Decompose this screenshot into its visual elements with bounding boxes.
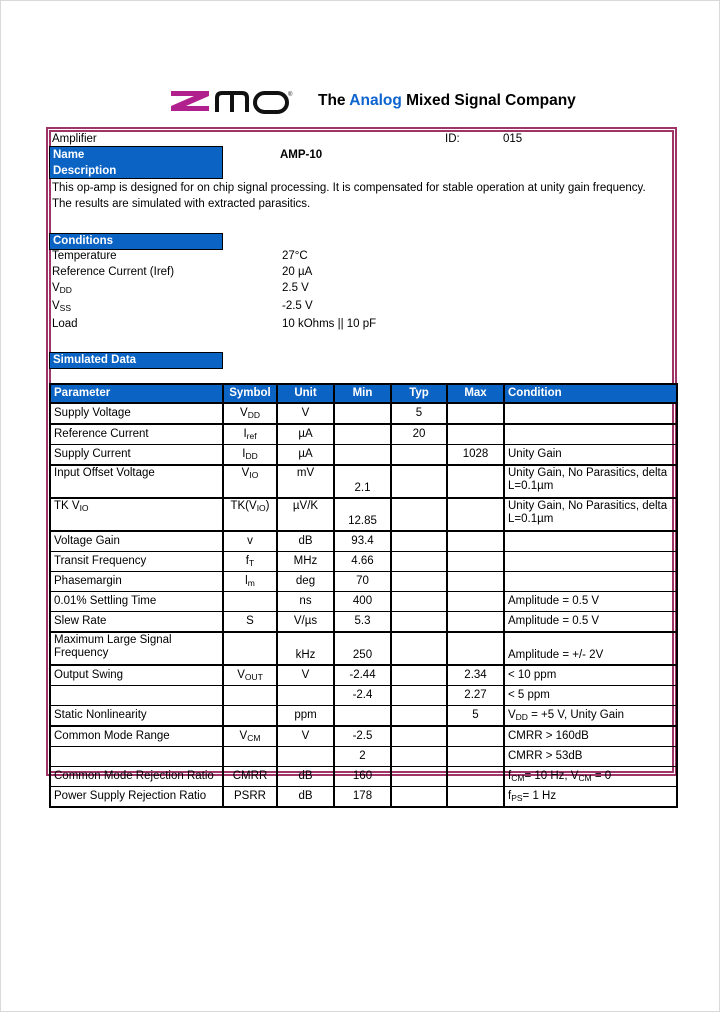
cell-parameter: Reference Current — [50, 424, 223, 445]
cell-min: 70 — [334, 572, 391, 592]
cell-min: -2.5 — [334, 726, 391, 747]
simulated-data-header: Simulated Data — [49, 352, 223, 369]
cell-parameter: Voltage Gain — [50, 531, 223, 552]
cell-unit: V — [277, 403, 334, 424]
cell-max — [447, 552, 504, 572]
cell-min: 2.1 — [334, 465, 391, 498]
condition-row — [51, 282, 491, 298]
cell-unit: V — [277, 665, 334, 686]
table-row — [50, 403, 677, 424]
cell-condition: Unity Gain, No Parasitics, delta L=0.1µm — [504, 465, 677, 498]
zmd-logo — [167, 85, 295, 115]
table-row — [50, 424, 677, 445]
cell-typ — [391, 632, 447, 665]
cell-symbol: $V_{DD}$ — [223, 403, 277, 424]
cell-symbol: $I_{DD}$ — [223, 445, 277, 466]
condition-row — [51, 266, 491, 282]
cell-unit: ppm — [277, 706, 334, 727]
column-header-min: Min — [334, 384, 391, 403]
cell-condition: Unity Gain, No Parasitics, delta L=0.1µm — [504, 498, 677, 531]
table-row — [50, 552, 677, 572]
amplifier-name: AMP-10 — [280, 149, 323, 161]
cell-unit — [277, 686, 334, 706]
cell-typ — [391, 465, 447, 498]
condition-value: 10 kOhms || 10 pF — [282, 318, 377, 330]
cell-min: 2 — [334, 747, 391, 767]
cell-max: 5 — [447, 706, 504, 727]
cell-parameter: Transit Frequency — [50, 552, 223, 572]
id-label: ID: — [445, 133, 460, 145]
cell-condition: < 10 ppm — [504, 665, 677, 686]
logo-z-glyph — [171, 91, 209, 111]
cell-parameter: Output Swing — [50, 665, 223, 686]
registered-mark: ® — [288, 92, 293, 98]
cell-typ — [391, 592, 447, 612]
cell-unit: V/µs — [277, 612, 334, 633]
cell-condition: < 5 ppm — [504, 686, 677, 706]
cell-unit: V — [277, 726, 334, 747]
name-label: Name — [53, 149, 85, 161]
condition-label: Load — [52, 318, 78, 330]
condition-label: $V_{SS}$ — [52, 300, 72, 313]
cell-min — [334, 424, 391, 445]
table-row — [50, 767, 677, 787]
cell-symbol: v — [223, 531, 277, 552]
cell-typ — [391, 498, 447, 531]
column-header-max: Max — [447, 384, 504, 403]
cell-max — [447, 747, 504, 767]
cell-unit: dB — [277, 531, 334, 552]
table-row — [50, 612, 677, 633]
cell-condition — [504, 572, 677, 592]
cell-condition — [504, 424, 677, 445]
table-row — [50, 531, 677, 552]
cell-typ — [391, 787, 447, 808]
cell-typ — [391, 665, 447, 686]
cell-unit: ns — [277, 592, 334, 612]
cell-typ — [391, 531, 447, 552]
cell-unit: mV — [277, 465, 334, 498]
cell-min: 160 — [334, 767, 391, 787]
cell-symbol: PSRR — [223, 787, 277, 808]
cell-min — [334, 445, 391, 466]
cell-symbol — [223, 686, 277, 706]
cell-symbol — [223, 592, 277, 612]
cell-min: 12.85 — [334, 498, 391, 531]
cell-min: 250 — [334, 632, 391, 665]
cell-condition: Amplitude = +/- 2V — [504, 632, 677, 665]
cell-min: 93.4 — [334, 531, 391, 552]
cell-max — [447, 531, 504, 552]
condition-value: 20 µA — [282, 266, 313, 278]
cell-parameter: Supply Current — [50, 445, 223, 466]
cell-parameter: Slew Rate — [50, 612, 223, 633]
cell-unit: deg — [277, 572, 334, 592]
cell-parameter: Maximum Large Signal Frequency — [50, 632, 223, 665]
tagline-post: Mixed Signal Company — [401, 92, 576, 109]
cell-max — [447, 592, 504, 612]
cell-unit: µA — [277, 424, 334, 445]
cell-max — [447, 424, 504, 445]
cell-symbol: $V_{IO}$ — [223, 465, 277, 498]
cell-min: 5.3 — [334, 612, 391, 633]
cell-typ — [391, 706, 447, 727]
description-text: This op-amp is designed for on chip signal processing. It is compensated for stable operation at unity gain frequency. The results are simulated with extracted parasitics. — [52, 182, 646, 210]
cell-typ — [391, 552, 447, 572]
table-header-row — [50, 384, 677, 403]
cell-unit: dB — [277, 767, 334, 787]
column-header-parameter: Parameter — [50, 384, 223, 403]
table-row — [50, 445, 677, 466]
cell-max — [447, 612, 504, 633]
cell-symbol — [223, 747, 277, 767]
condition-value: -2.5 V — [282, 300, 313, 312]
cell-symbol: $V_{CM}$ — [223, 726, 277, 747]
conditions-header: Conditions — [49, 233, 223, 250]
table-row — [50, 726, 677, 747]
cell-max — [447, 726, 504, 747]
cell-max — [447, 572, 504, 592]
description-label: Description — [53, 165, 117, 177]
cell-min — [334, 706, 391, 727]
cell-condition: CMRR > 53dB — [504, 747, 677, 767]
cell-unit — [277, 747, 334, 767]
cell-max — [447, 498, 504, 531]
condition-label: Reference Current (Iref) — [52, 266, 175, 278]
cell-typ — [391, 612, 447, 633]
table-row — [50, 665, 677, 686]
cell-typ: 20 — [391, 424, 447, 445]
cell-condition: Amplitude = 0.5 V — [504, 592, 677, 612]
condition-row — [51, 318, 491, 334]
cell-parameter: Power Supply Rejection Ratio — [50, 787, 223, 808]
cell-symbol: S — [223, 612, 277, 633]
cell-parameter: Supply Voltage — [50, 403, 223, 424]
cell-unit: MHz — [277, 552, 334, 572]
cell-symbol: $I_{ref}$ — [223, 424, 277, 445]
cell-parameter: Common Mode Rejection Ratio — [50, 767, 223, 787]
logo-d-glyph — [255, 93, 287, 112]
column-header-condition: Condition — [504, 384, 677, 403]
cell-parameter: 0.01% Settling Time — [50, 592, 223, 612]
cell-typ — [391, 767, 447, 787]
cell-parameter: TK $V_{IO}$ — [50, 498, 223, 531]
cell-min: 178 — [334, 787, 391, 808]
condition-value: 2.5 V — [282, 282, 309, 294]
cell-unit: kHz — [277, 632, 334, 665]
logo-m-glyph — [217, 93, 247, 112]
name-description-header — [49, 146, 223, 179]
cell-unit: µA — [277, 445, 334, 466]
cell-condition — [504, 531, 677, 552]
simulated-data-table — [49, 383, 678, 808]
table-row — [50, 572, 677, 592]
condition-row — [51, 300, 491, 316]
cell-unit: µV/K — [277, 498, 334, 531]
company-tagline — [318, 92, 576, 110]
cell-symbol: $V_{OUT}$ — [223, 665, 277, 686]
tagline-pre: The — [318, 92, 350, 109]
cell-condition: Unity Gain — [504, 445, 677, 466]
cell-symbol: $l_m$ — [223, 572, 277, 592]
cell-symbol — [223, 632, 277, 665]
cell-typ — [391, 726, 447, 747]
cell-condition: Amplitude = 0.5 V — [504, 612, 677, 633]
cell-symbol: $f_T$ — [223, 552, 277, 572]
cell-condition: $f_{PS}= 1$ Hz — [504, 787, 677, 808]
simulated-table-body — [50, 403, 677, 807]
cell-condition: $V_{DD} = +5$ V, Unity Gain — [504, 706, 677, 727]
cell-condition: $f_{CM}= 10$ Hz, $V_{CM} = 0$ — [504, 767, 677, 787]
cell-max — [447, 787, 504, 808]
device-type-label: Amplifier — [52, 133, 97, 145]
condition-label: $V_{DD}$ — [52, 282, 72, 295]
cell-unit: dB — [277, 787, 334, 808]
table-row — [50, 592, 677, 612]
cell-parameter — [50, 686, 223, 706]
condition-value: 27°C — [282, 250, 308, 262]
cell-typ — [391, 686, 447, 706]
cell-typ — [391, 445, 447, 466]
cell-max — [447, 403, 504, 424]
cell-max: 2.34 — [447, 665, 504, 686]
datasheet-box — [46, 127, 677, 803]
table-row — [50, 465, 677, 498]
cell-max: 1028 — [447, 445, 504, 466]
cell-typ — [391, 747, 447, 767]
table-row — [50, 632, 677, 665]
column-header-typ: Typ — [391, 384, 447, 403]
cell-parameter: Common Mode Range — [50, 726, 223, 747]
tagline-analog: Analog — [349, 92, 402, 109]
cell-condition: CMRR > 160dB — [504, 726, 677, 747]
cell-min — [334, 403, 391, 424]
cell-typ: 5 — [391, 403, 447, 424]
column-header-symbol: Symbol — [223, 384, 277, 403]
condition-label: Temperature — [52, 250, 117, 262]
cell-max — [447, 632, 504, 665]
cell-max — [447, 465, 504, 498]
cell-symbol — [223, 706, 277, 727]
cell-symbol: $TK(V_{IO})$ — [223, 498, 277, 531]
cell-condition — [504, 552, 677, 572]
id-value: 015 — [503, 133, 523, 145]
cell-parameter: Static Nonlinearity — [50, 706, 223, 727]
cell-parameter: Phasemargin — [50, 572, 223, 592]
table-row — [50, 747, 677, 767]
cell-parameter — [50, 747, 223, 767]
cell-parameter: Input Offset Voltage — [50, 465, 223, 498]
cell-symbol: CMRR — [223, 767, 277, 787]
cell-max — [447, 767, 504, 787]
cell-min: -2.44 — [334, 665, 391, 686]
cell-condition — [504, 403, 677, 424]
cell-typ — [391, 572, 447, 592]
cell-min: -2.4 — [334, 686, 391, 706]
table-row — [50, 686, 677, 706]
condition-row — [51, 250, 491, 266]
zmd-logo-graphic — [167, 85, 295, 115]
cell-min: 400 — [334, 592, 391, 612]
cell-min: 4.66 — [334, 552, 391, 572]
column-header-unit: Unit — [277, 384, 334, 403]
table-row — [50, 787, 677, 808]
table-row — [50, 706, 677, 727]
cell-max: 2.27 — [447, 686, 504, 706]
table-row — [50, 498, 677, 531]
